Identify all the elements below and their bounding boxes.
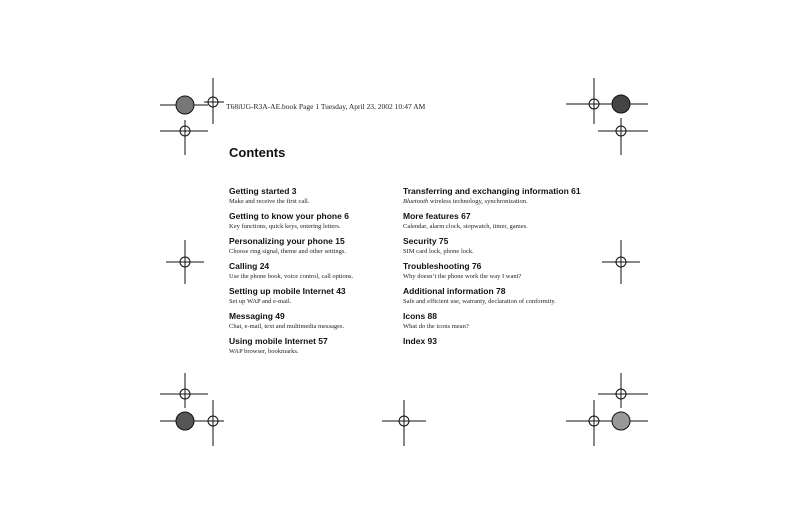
toc-description: WAP browser, bookmarks.: [229, 348, 299, 355]
page-title: Contents: [229, 145, 286, 160]
toc-description: SIM card lock, phone lock.: [403, 248, 474, 255]
registration-mark-top-right: [598, 95, 648, 113]
toc-description: Use the phone book, voice control, call options.: [229, 273, 354, 280]
crosshair-mark-bottom-left: [160, 373, 224, 446]
toc-entry: [229, 336, 399, 357]
toc-description: [403, 197, 603, 207]
toc-description: Set up WAP and e-mail.: [229, 298, 292, 305]
toc-description: Choose ring signal, theme and other settings.: [229, 248, 346, 255]
toc-description-italic: Bluetooth: [403, 198, 429, 205]
toc-heading[interactable]: Icons 88: [403, 311, 438, 321]
toc-entry: [403, 186, 603, 207]
toc-heading[interactable]: Troubleshooting 76: [403, 261, 482, 271]
registration-mark-bottom-left: [160, 412, 208, 430]
toc-column-right: [403, 186, 603, 347]
crosshair-mark-top-left: [160, 78, 224, 155]
toc-heading[interactable]: Setting up mobile Internet 43: [229, 286, 346, 296]
toc-column-left: [229, 186, 399, 357]
toc-entry: [403, 236, 603, 257]
toc-description: Why doesn’t the phone work the way I want?: [403, 273, 522, 280]
toc-entry: [229, 286, 399, 307]
toc-description: Make and receive the first call.: [229, 198, 310, 205]
toc-entry: [229, 186, 399, 207]
toc-description: Safe and efficient use, warranty, declaration of conformity.: [403, 298, 556, 305]
crosshair-mark-bottom-right: [566, 373, 648, 446]
toc-entry: [229, 236, 399, 257]
toc-entry: [403, 311, 603, 332]
crosshair-mark-bottom-center: [382, 400, 426, 446]
toc-entry: [403, 336, 603, 347]
registration-mark-bottom-right: [598, 412, 648, 430]
registration-mark-top-left: [160, 96, 208, 114]
toc-heading[interactable]: Additional information 78: [403, 286, 506, 296]
toc-description: Chat, e-mail, text and multimedia messages.: [229, 323, 345, 330]
toc-heading[interactable]: Personalizing your phone 15: [229, 236, 345, 246]
toc-description: Calendar, alarm clock, stopwatch, timer, games.: [403, 223, 528, 230]
toc-description: What do the icons mean?: [403, 323, 469, 330]
toc-heading[interactable]: More features 67: [403, 211, 471, 221]
toc-heading[interactable]: Index 93: [403, 336, 438, 346]
toc-entry: [403, 286, 603, 307]
toc-heading[interactable]: Transferring and exchanging information 61: [403, 186, 581, 196]
toc-heading[interactable]: Security 75: [403, 236, 449, 246]
crosshair-mark-right-middle: [602, 240, 640, 284]
toc-heading[interactable]: Messaging 49: [229, 311, 285, 321]
toc-heading[interactable]: Using mobile Internet 57: [229, 336, 328, 346]
toc-entry: [403, 211, 603, 232]
crosshair-mark-top-right: [566, 78, 648, 155]
print-slug: T68iUG-R3A-AE.book Page 1 Tuesday, April 23, 2002 10:47 AM: [226, 102, 426, 111]
toc-description: Key functions, quick keys, entering letters.: [229, 223, 341, 230]
toc-description-rest: wireless technology, synchronization.: [428, 198, 528, 205]
toc-entry: [403, 261, 603, 282]
crosshair-mark-left-middle: [166, 240, 204, 284]
toc-entry: [229, 261, 399, 282]
toc-entry: [229, 211, 399, 232]
toc-heading[interactable]: Getting to know your phone 6: [229, 211, 349, 221]
toc-heading[interactable]: Calling 24: [229, 261, 270, 271]
toc-heading[interactable]: Getting started 3: [229, 186, 297, 196]
toc-entry: [229, 311, 399, 332]
